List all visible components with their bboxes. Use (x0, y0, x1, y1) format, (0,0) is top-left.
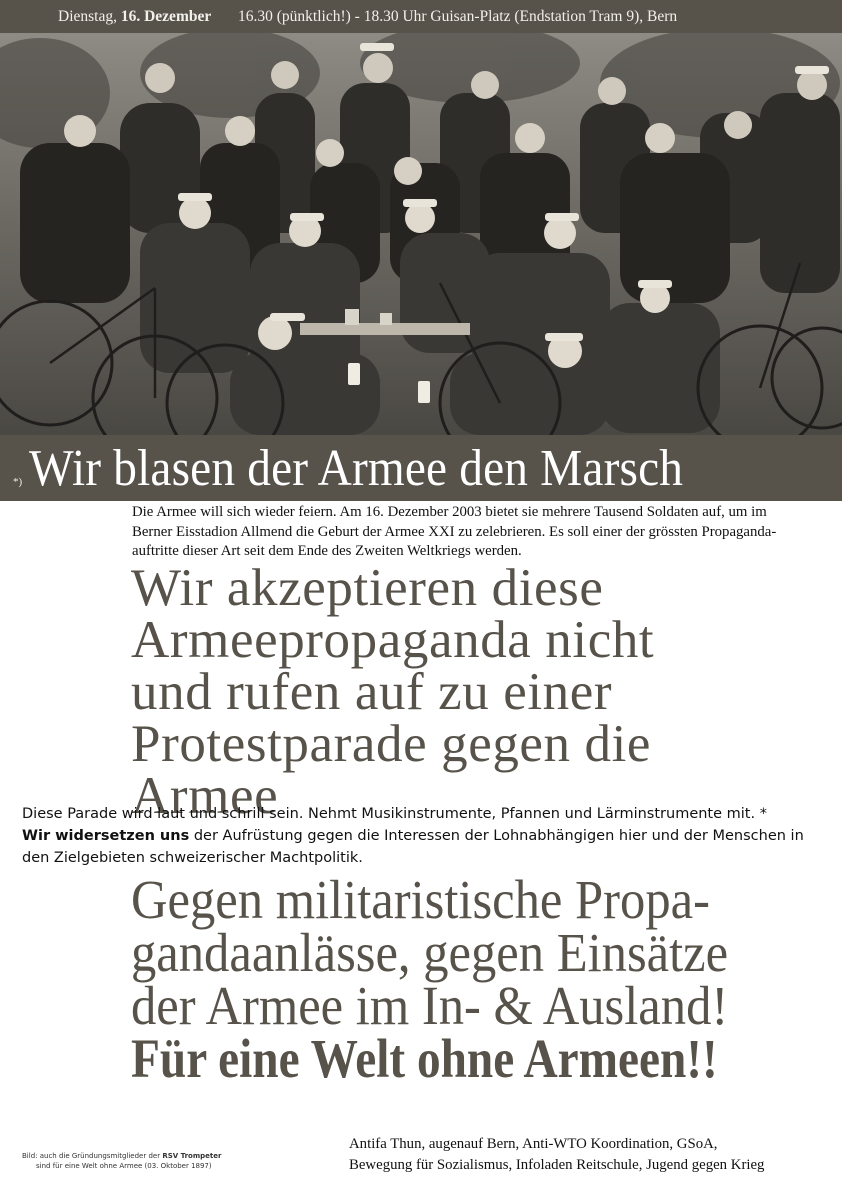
statement-block (131, 559, 831, 825)
organizers-line: Bewegung für Sozialismus, Infoladen Reitschule, Jugend gegen Krieg (349, 1157, 765, 1173)
parade-line-1: Diese Parade wird laut und schrill sein. Nehmt Musikinstrumente, Pfannen und Lärminstrumente mit. * (22, 806, 767, 822)
headline-title: Wir blasen der Armee den Marsch (29, 440, 684, 497)
statement-line: Wir akzeptieren diese (131, 559, 604, 617)
statement-line: und rufen auf zu einer (131, 663, 613, 721)
intro-line: Berner Eisstadion Allmend die Geburt der Armee XXI zu zelebrieren. Es soll einer der grössten Propaganda- (132, 523, 777, 540)
slogan-final: Für eine Welt ohne Armeen!! (131, 1028, 718, 1089)
credit-line-1 (22, 1151, 222, 1161)
footnote-mark: *) (13, 476, 23, 488)
intro-line: auftritte dieser Art seit dem Ende des Zweiten Weltkriegs werden. (132, 543, 522, 559)
event-day-prefix: Dienstag, (58, 8, 117, 25)
headline-bar (0, 435, 842, 501)
intro-paragraph (132, 503, 802, 562)
photo-illustration (0, 33, 842, 435)
parade-line-3: den Zielgebieten schweizerischer Machtpolitik. (22, 850, 363, 866)
statement-line: Protestparade gegen die (131, 715, 652, 773)
event-time-place: 16.30 (pünktlich!) - 18.30 Uhr Guisan-Platz (Endstation Tram 9), Bern (238, 8, 678, 25)
organizers-line: Antifa Thun, augenauf Bern, Anti-WTO Koordination, GSoA, (349, 1136, 718, 1152)
organizers-list (349, 1134, 819, 1176)
parade-line-2 (22, 825, 822, 847)
credit-bold: RSV Trompeter (162, 1152, 222, 1160)
slogan-block (131, 869, 831, 1089)
parade-paragraph (22, 803, 822, 869)
slogan-line: Gegen militaristische Propa- (131, 869, 710, 930)
event-info-bar (0, 0, 842, 33)
credit-line-2: sind für eine Welt ohne Armee (03. Oktober 1897) (36, 1162, 212, 1170)
slogan-line: gandaanlässe, gegen Einsätze (131, 922, 729, 983)
statement-line: Armee (131, 767, 279, 825)
intro-line: Die Armee will sich wieder feiern. Am 16. Dezember 2003 bietet sie mehrere Tausend Soldaten auf, um im (132, 504, 767, 520)
event-date (58, 0, 211, 33)
photo-credit (22, 1151, 222, 1171)
parade-line-2-rest: der Aufrüstung gegen die Interessen der Lohnabhängigen hier und der Menschen in (189, 828, 804, 844)
slogan-line: der Armee im In- & Ausland! (131, 975, 729, 1036)
parade-bold-lead: Wir widersetzen uns (22, 828, 190, 844)
credit-prefix: Bild: auch die Gründungsmitglieder der (22, 1152, 163, 1160)
event-date-bold: 16. Dezember (120, 8, 212, 25)
historical-group-photo (0, 33, 842, 435)
statement-line: Armeepropaganda nicht (131, 611, 655, 669)
